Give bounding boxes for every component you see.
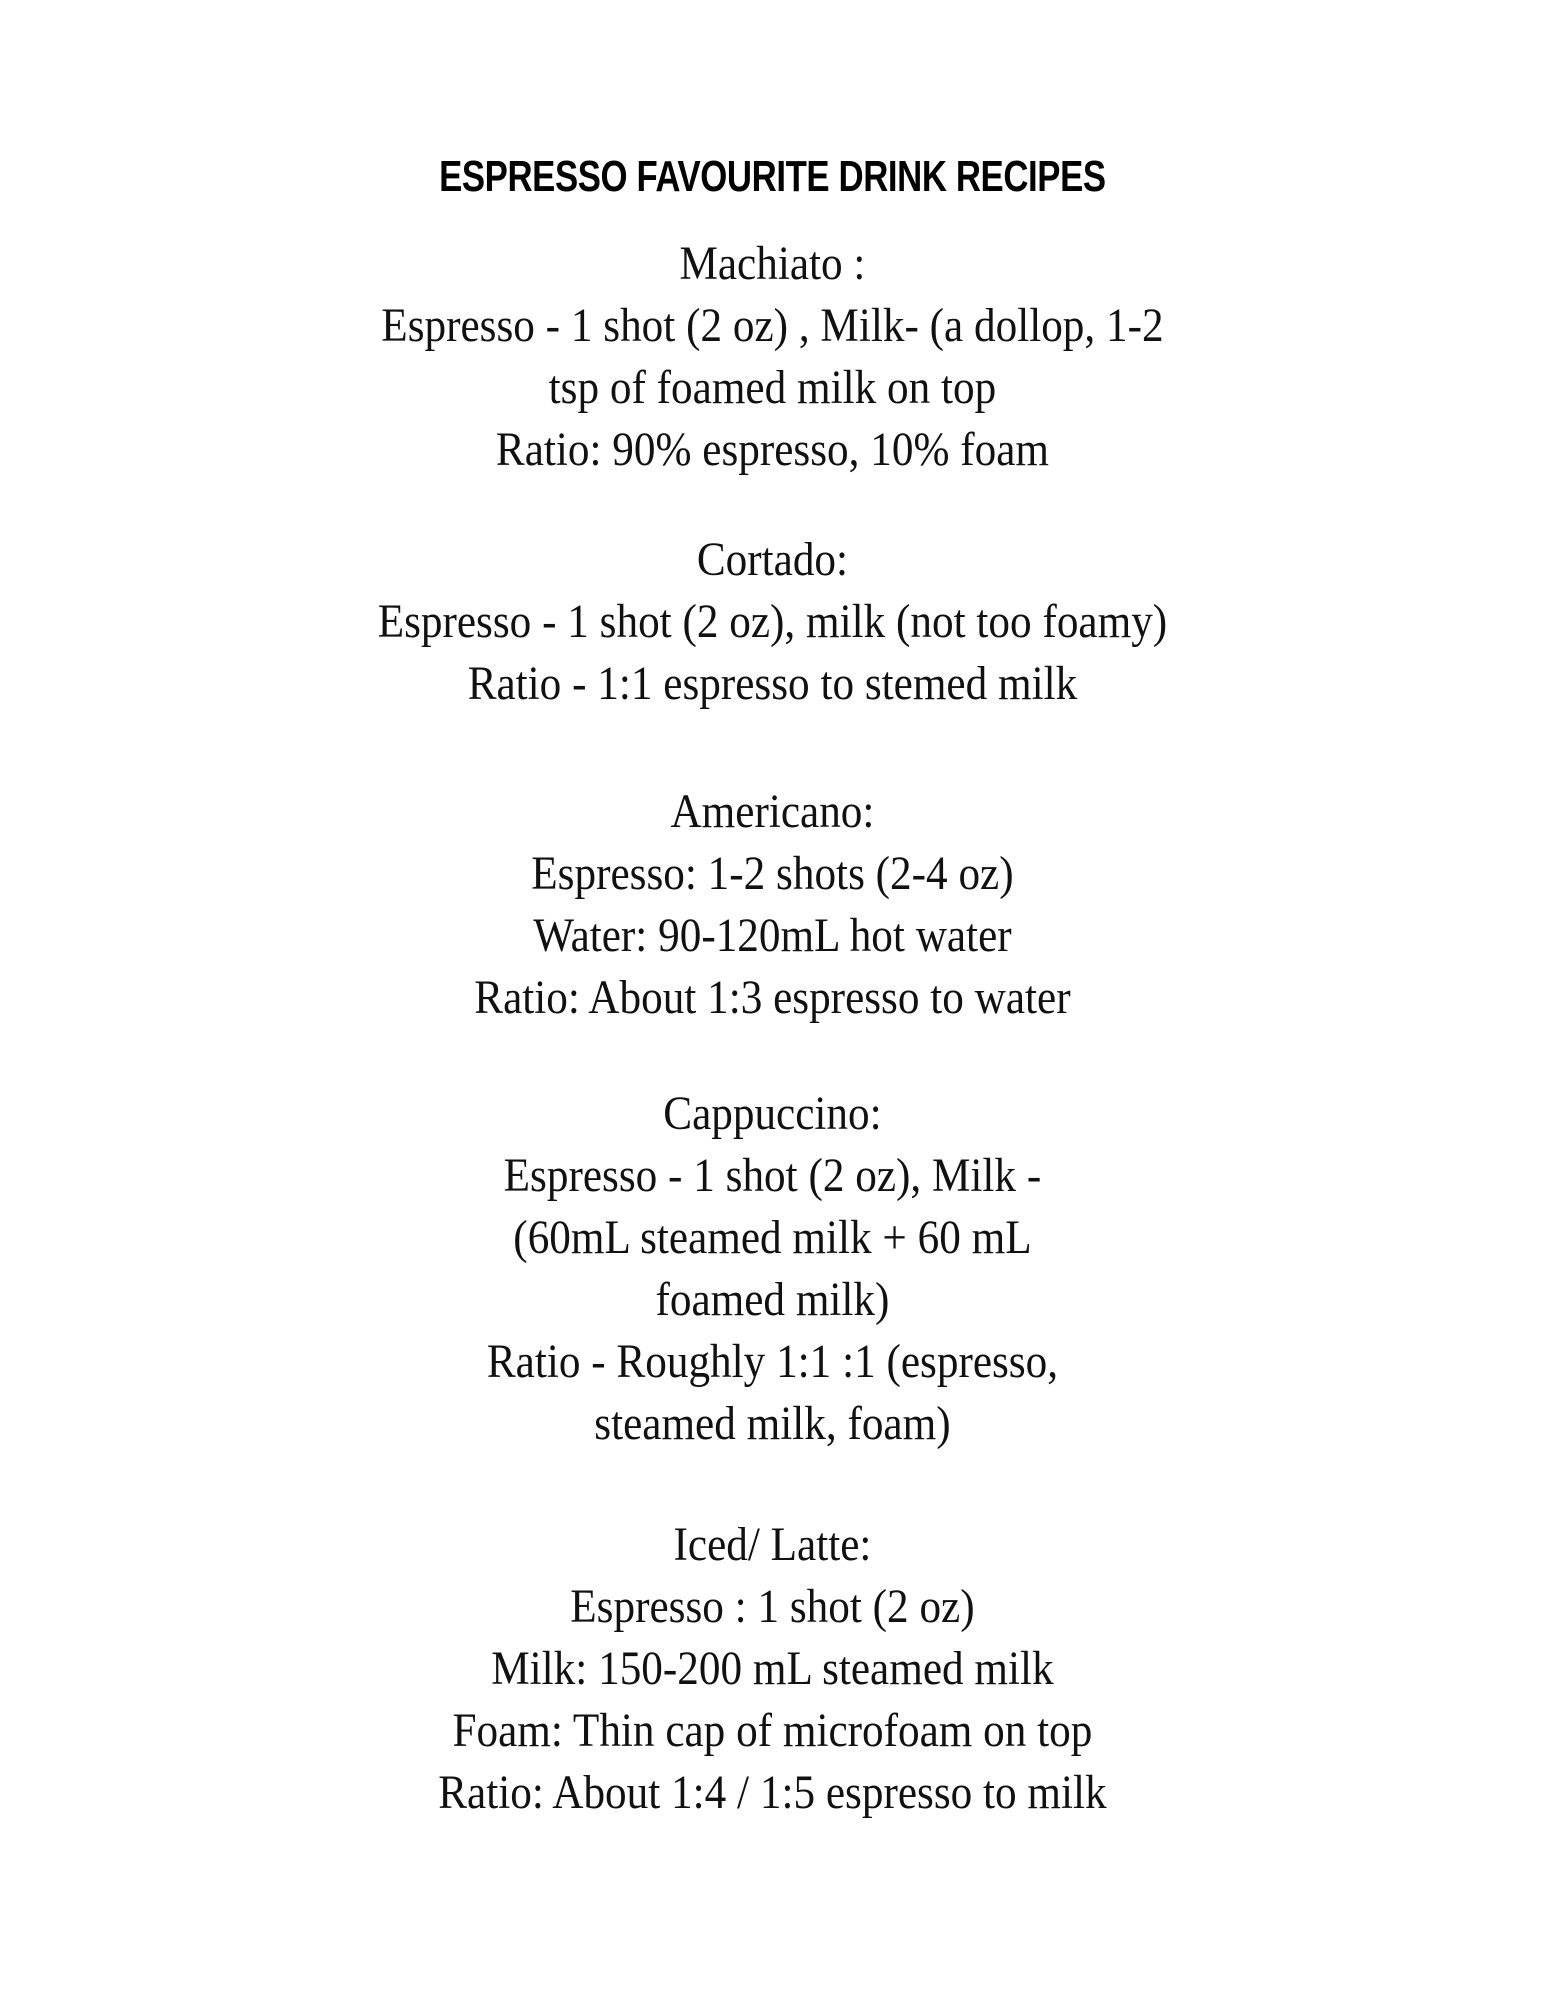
recipe-ratio: Ratio: 90% espresso, 10% foam <box>495 423 1050 476</box>
recipe-line: Espresso : 1 shot (2 oz) <box>570 1580 975 1633</box>
recipe-ratio: Ratio - 1:1 espresso to stemed milk <box>467 657 1078 710</box>
recipe-ratio: Ratio: About 1:3 espresso to water <box>474 971 1071 1024</box>
recipe-ratio: Ratio: About 1:4 / 1:5 espresso to milk <box>438 1766 1107 1819</box>
recipe-ratio: steamed milk, foam) <box>594 1397 951 1450</box>
recipe-name: Iced/ Latte: <box>673 1518 872 1571</box>
recipe-cappuccino <box>77 1083 1468 1455</box>
recipe-name: Cappuccino: <box>663 1087 882 1140</box>
recipe-iced-latte <box>77 1514 1468 1824</box>
recipe-ratio: Ratio - Roughly 1:1 :1 (espresso, <box>486 1335 1059 1388</box>
recipe-line: Water: 90-120mL hot water <box>533 909 1012 962</box>
recipe-line: Foam: Thin cap of microfoam on top <box>452 1704 1093 1757</box>
recipe-line: Milk: 150-200 mL steamed milk <box>491 1642 1054 1695</box>
recipe-line: foamed milk) <box>655 1273 890 1326</box>
recipe-machiato <box>77 233 1468 481</box>
recipe-line: Espresso - 1 shot (2 oz), milk (not too foamy) <box>377 595 1168 648</box>
recipe-cortado <box>77 529 1468 715</box>
recipe-line: Espresso - 1 shot (2 oz) , Milk- (a dollop, 1-2 <box>381 299 1164 352</box>
recipe-name: Cortado: <box>696 533 849 586</box>
recipe-line: Espresso: 1-2 shots (2-4 oz) <box>531 847 1014 900</box>
recipe-americano <box>77 781 1468 1029</box>
recipe-name: Americano: <box>670 785 875 838</box>
recipe-name: Machiato : <box>679 237 866 290</box>
recipe-line: (60mL steamed milk + 60 mL <box>513 1211 1032 1264</box>
recipe-line: tsp of foamed milk on top <box>548 361 997 414</box>
recipe-line: Espresso - 1 shot (2 oz), Milk - <box>503 1149 1042 1202</box>
document-title: ESPRESSO FAVOURITE DRINK RECIPES <box>439 152 1106 201</box>
